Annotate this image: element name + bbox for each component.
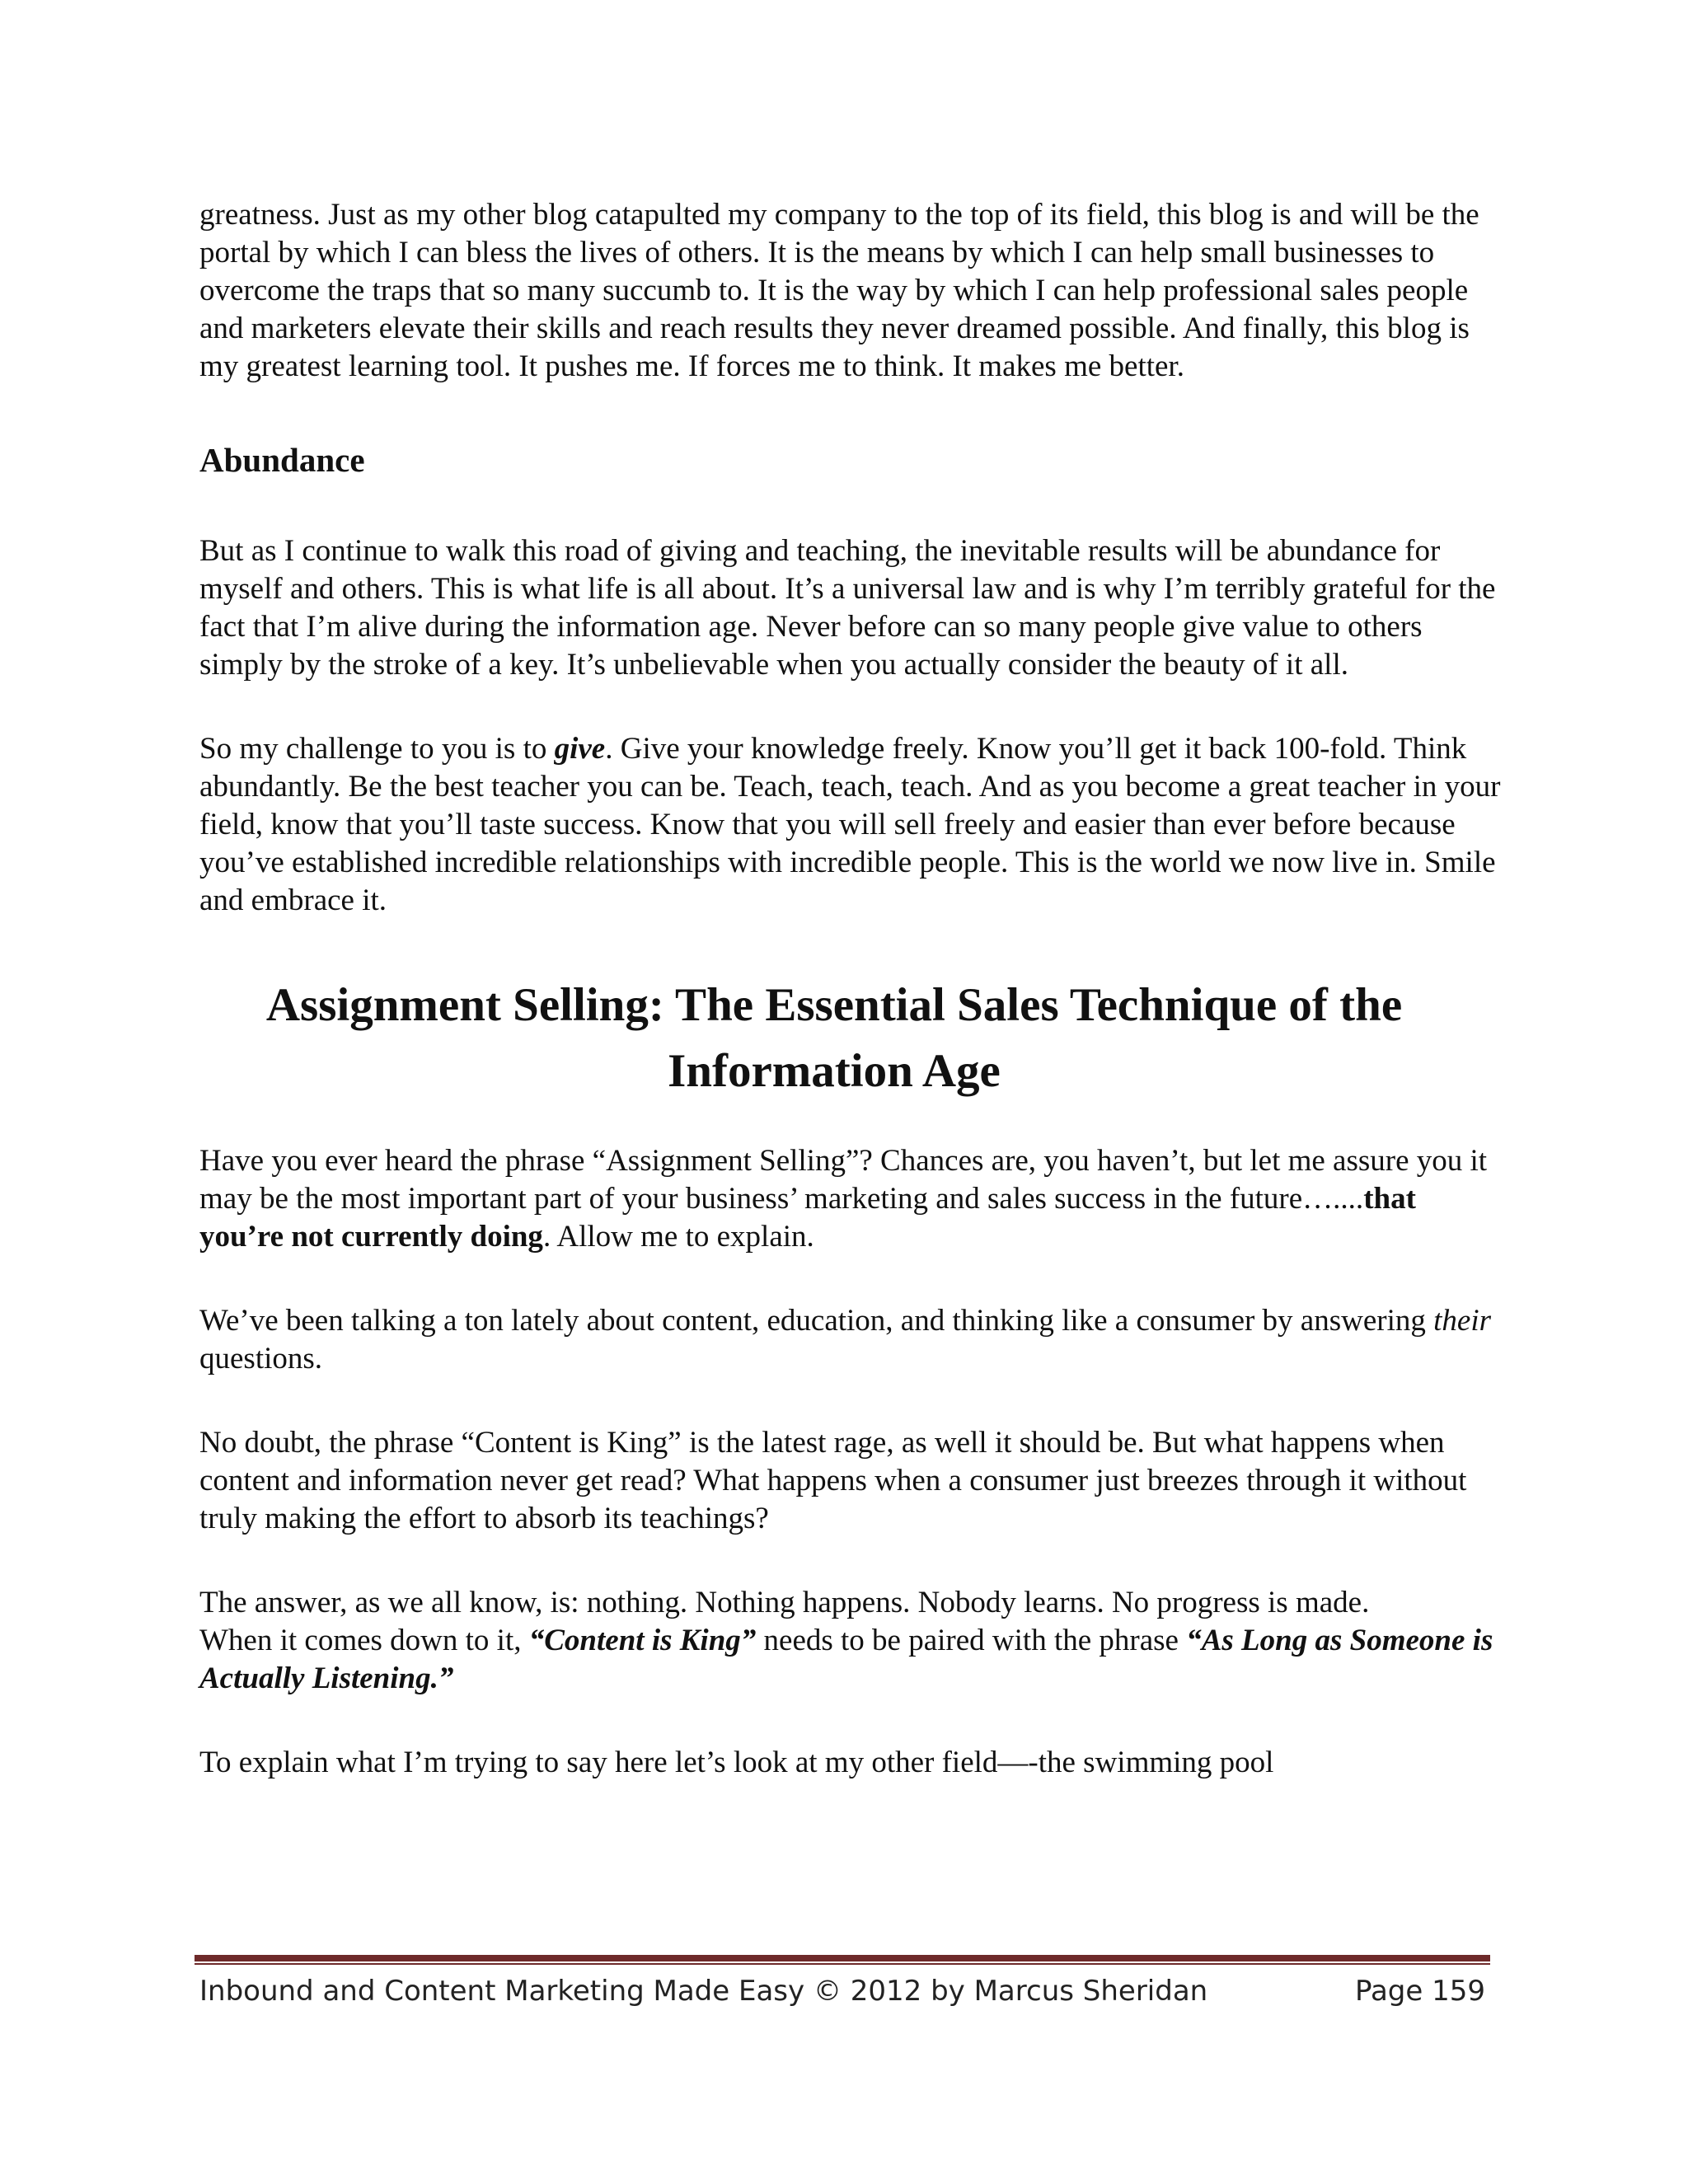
text-run: . Give your knowledge freely. Know you’ll get it back 100-fold. Think abundantly. Be the best teacher you can be. Teach, teach, teach. And as you become a great teacher in your field, know that you’ll taste success. Know that you will sell freely and easier than ever before because you’ve established incredible relationships with incredible people. This is the world we now live in. Smile and embrace it. bbox=[199, 732, 1501, 917]
paragraph-greatness: greatness. Just as my other blog catapulted my company to the top of its field, this blog is and will be the portal by which I can bless the lives of others. It is the means by which I can help small businesses to overcome the traps that so many succumb to. It is the way by which I can help professional sales people and marketers elevate their skills and reach results they never dreamed possible. And finally, this blog is my greatest learning tool. It pushes me. If forces me to think. It makes me better. bbox=[199, 198, 1479, 383]
page-number: Page 159 bbox=[1354, 1975, 1485, 2008]
chapter-title bbox=[199, 972, 1502, 1104]
footer-divider bbox=[195, 1955, 1490, 1966]
text-run: Have you ever heard the phrase “Assignment Selling”? Chances are, you haven’t, but let me assure you it may be the most important part of your business’ marketing and sales success in the future….... bbox=[199, 1144, 1488, 1216]
text-run: needs to be paired with the phrase bbox=[756, 1624, 1187, 1657]
footer-divider-thin bbox=[195, 1963, 1490, 1965]
paragraph-challenge bbox=[199, 730, 1502, 920]
section-heading-abundance: Abundance bbox=[199, 441, 365, 479]
text-run: . Allow me to explain. bbox=[542, 1220, 814, 1254]
text-run: The answer, as we all know, is: nothing. Nothing happens. Nobody learns. No progress is made. bbox=[199, 1586, 1370, 1619]
footer-copyright: Inbound and Content Marketing Made Easy © 2012 by Marcus Sheridan bbox=[199, 1975, 1208, 2008]
chapter-title-line-1: Assignment Selling: The Essential Sales Technique of the bbox=[265, 979, 1403, 1031]
text-run: When it comes down to it, bbox=[199, 1624, 529, 1657]
page-body bbox=[199, 196, 1502, 1782]
paragraph-swimming-pool: To explain what I’m trying to say here let’s look at my other field—-the swimming pool bbox=[199, 1746, 1274, 1779]
emphasis-their: their bbox=[1433, 1304, 1492, 1338]
paragraph-content-is-king: No doubt, the phrase “Content is King” is the latest rage, as well it should be. But what happens when content and information never get read? What happens when a consumer just breezes through it without truly making the effort to absorb its teachings? bbox=[199, 1426, 1467, 1535]
paragraph-answer-nothing bbox=[199, 1584, 1502, 1698]
paragraph-assignment-selling bbox=[199, 1142, 1502, 1256]
emphasis-give: give bbox=[554, 732, 606, 766]
paragraph-talking-content bbox=[199, 1302, 1502, 1378]
text-run: We’ve been talking a ton lately about content, education, and thinking like a consumer by answering bbox=[199, 1304, 1434, 1338]
paragraph-abundance: But as I continue to walk this road of giving and teaching, the inevitable results will be abundance for myself and others. This is what life is all about. It’s a universal law and is why I’m terribly grateful for the fact that I’m alive during the information age. Never before can so many people give value to others simply by the stroke of a key. It’s unbelievable when you actually consider the beauty of it all. bbox=[199, 534, 1496, 682]
bold-not-currently-doing: that you’re not currently doing bbox=[199, 1182, 1416, 1254]
text-run: questions. bbox=[199, 1342, 323, 1376]
chapter-title-line-2: Information Age bbox=[668, 1045, 1001, 1097]
bold-italic-someone-listening: “As Long as Someone is Actually Listening.” bbox=[199, 1624, 1493, 1695]
bold-italic-content-is-king: “Content is King” bbox=[528, 1624, 757, 1657]
footer-divider-thick bbox=[195, 1955, 1490, 1961]
text-run: So my challenge to you is to bbox=[199, 732, 555, 766]
